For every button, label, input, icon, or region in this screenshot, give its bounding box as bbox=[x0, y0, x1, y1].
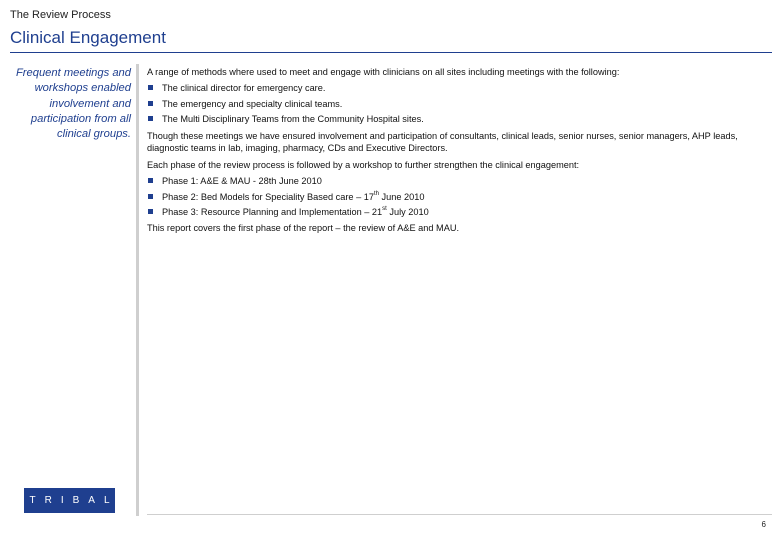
tribal-logo: TRIBAL bbox=[24, 488, 115, 513]
phase-text-end: July 2010 bbox=[386, 207, 429, 217]
page-number: 6 bbox=[761, 520, 766, 529]
list-item bbox=[147, 206, 767, 218]
main-content bbox=[147, 66, 767, 234]
list-item bbox=[147, 191, 767, 203]
list-item bbox=[147, 98, 767, 110]
page-title: Clinical Engagement bbox=[10, 28, 166, 47]
involvement-text: Though these meetings we have ensured involvement and participation of consultants, clinical leads, senior nurses, senior managers, AHP leads, diagnostic teams in lab, imaging, pharmacy, CDs and Executive Directors. bbox=[147, 131, 738, 153]
phase-list bbox=[147, 175, 767, 218]
square-bullet-icon bbox=[148, 178, 153, 183]
intro-text: A range of methods where used to meet and engage with clinicians on all sites including meetings with the following: bbox=[147, 67, 620, 77]
ordinal-suffix: st bbox=[382, 206, 387, 212]
phase-text: Phase 1: A&E & MAU - 28th June 2010 bbox=[162, 176, 322, 186]
phase-text: Phase 3: Resource Planning and Implementation – 21 bbox=[162, 207, 383, 217]
ordinal-suffix: th bbox=[373, 190, 379, 197]
phases-intro-text: Each phase of the review process is followed by a workshop to further strengthen the clinical engagement: bbox=[147, 160, 580, 170]
list-item bbox=[147, 82, 767, 94]
square-bullet-icon bbox=[148, 116, 153, 121]
list-item-text: The clinical director for emergency care. bbox=[162, 83, 326, 93]
square-bullet-icon bbox=[148, 101, 153, 106]
phase-text-end: June 2010 bbox=[378, 191, 425, 202]
sidebar-quote: Frequent meetings and workshops enabled involvement and participation from all clinical groups. bbox=[15, 67, 131, 141]
section-title: The Review Process bbox=[10, 9, 111, 21]
list-item-text: The emergency and specialty clinical teams. bbox=[162, 98, 343, 109]
list-item bbox=[147, 113, 767, 125]
square-bullet-icon bbox=[148, 209, 153, 214]
square-bullet-icon bbox=[148, 85, 153, 90]
footer-divider bbox=[147, 514, 772, 515]
clinician-group-list bbox=[147, 82, 767, 125]
square-bullet-icon bbox=[148, 194, 153, 199]
title-divider bbox=[10, 52, 772, 53]
list-item bbox=[147, 175, 767, 187]
closing-text: This report covers the first phase of the report – the review of A&E and MAU. bbox=[147, 223, 460, 233]
phase-text: Phase 2: Bed Models for Speciality Based care – 17 bbox=[162, 191, 374, 202]
sidebar-divider bbox=[136, 64, 139, 516]
list-item-text: The Multi Disciplinary Teams from the Community Hospital sites. bbox=[162, 114, 424, 124]
